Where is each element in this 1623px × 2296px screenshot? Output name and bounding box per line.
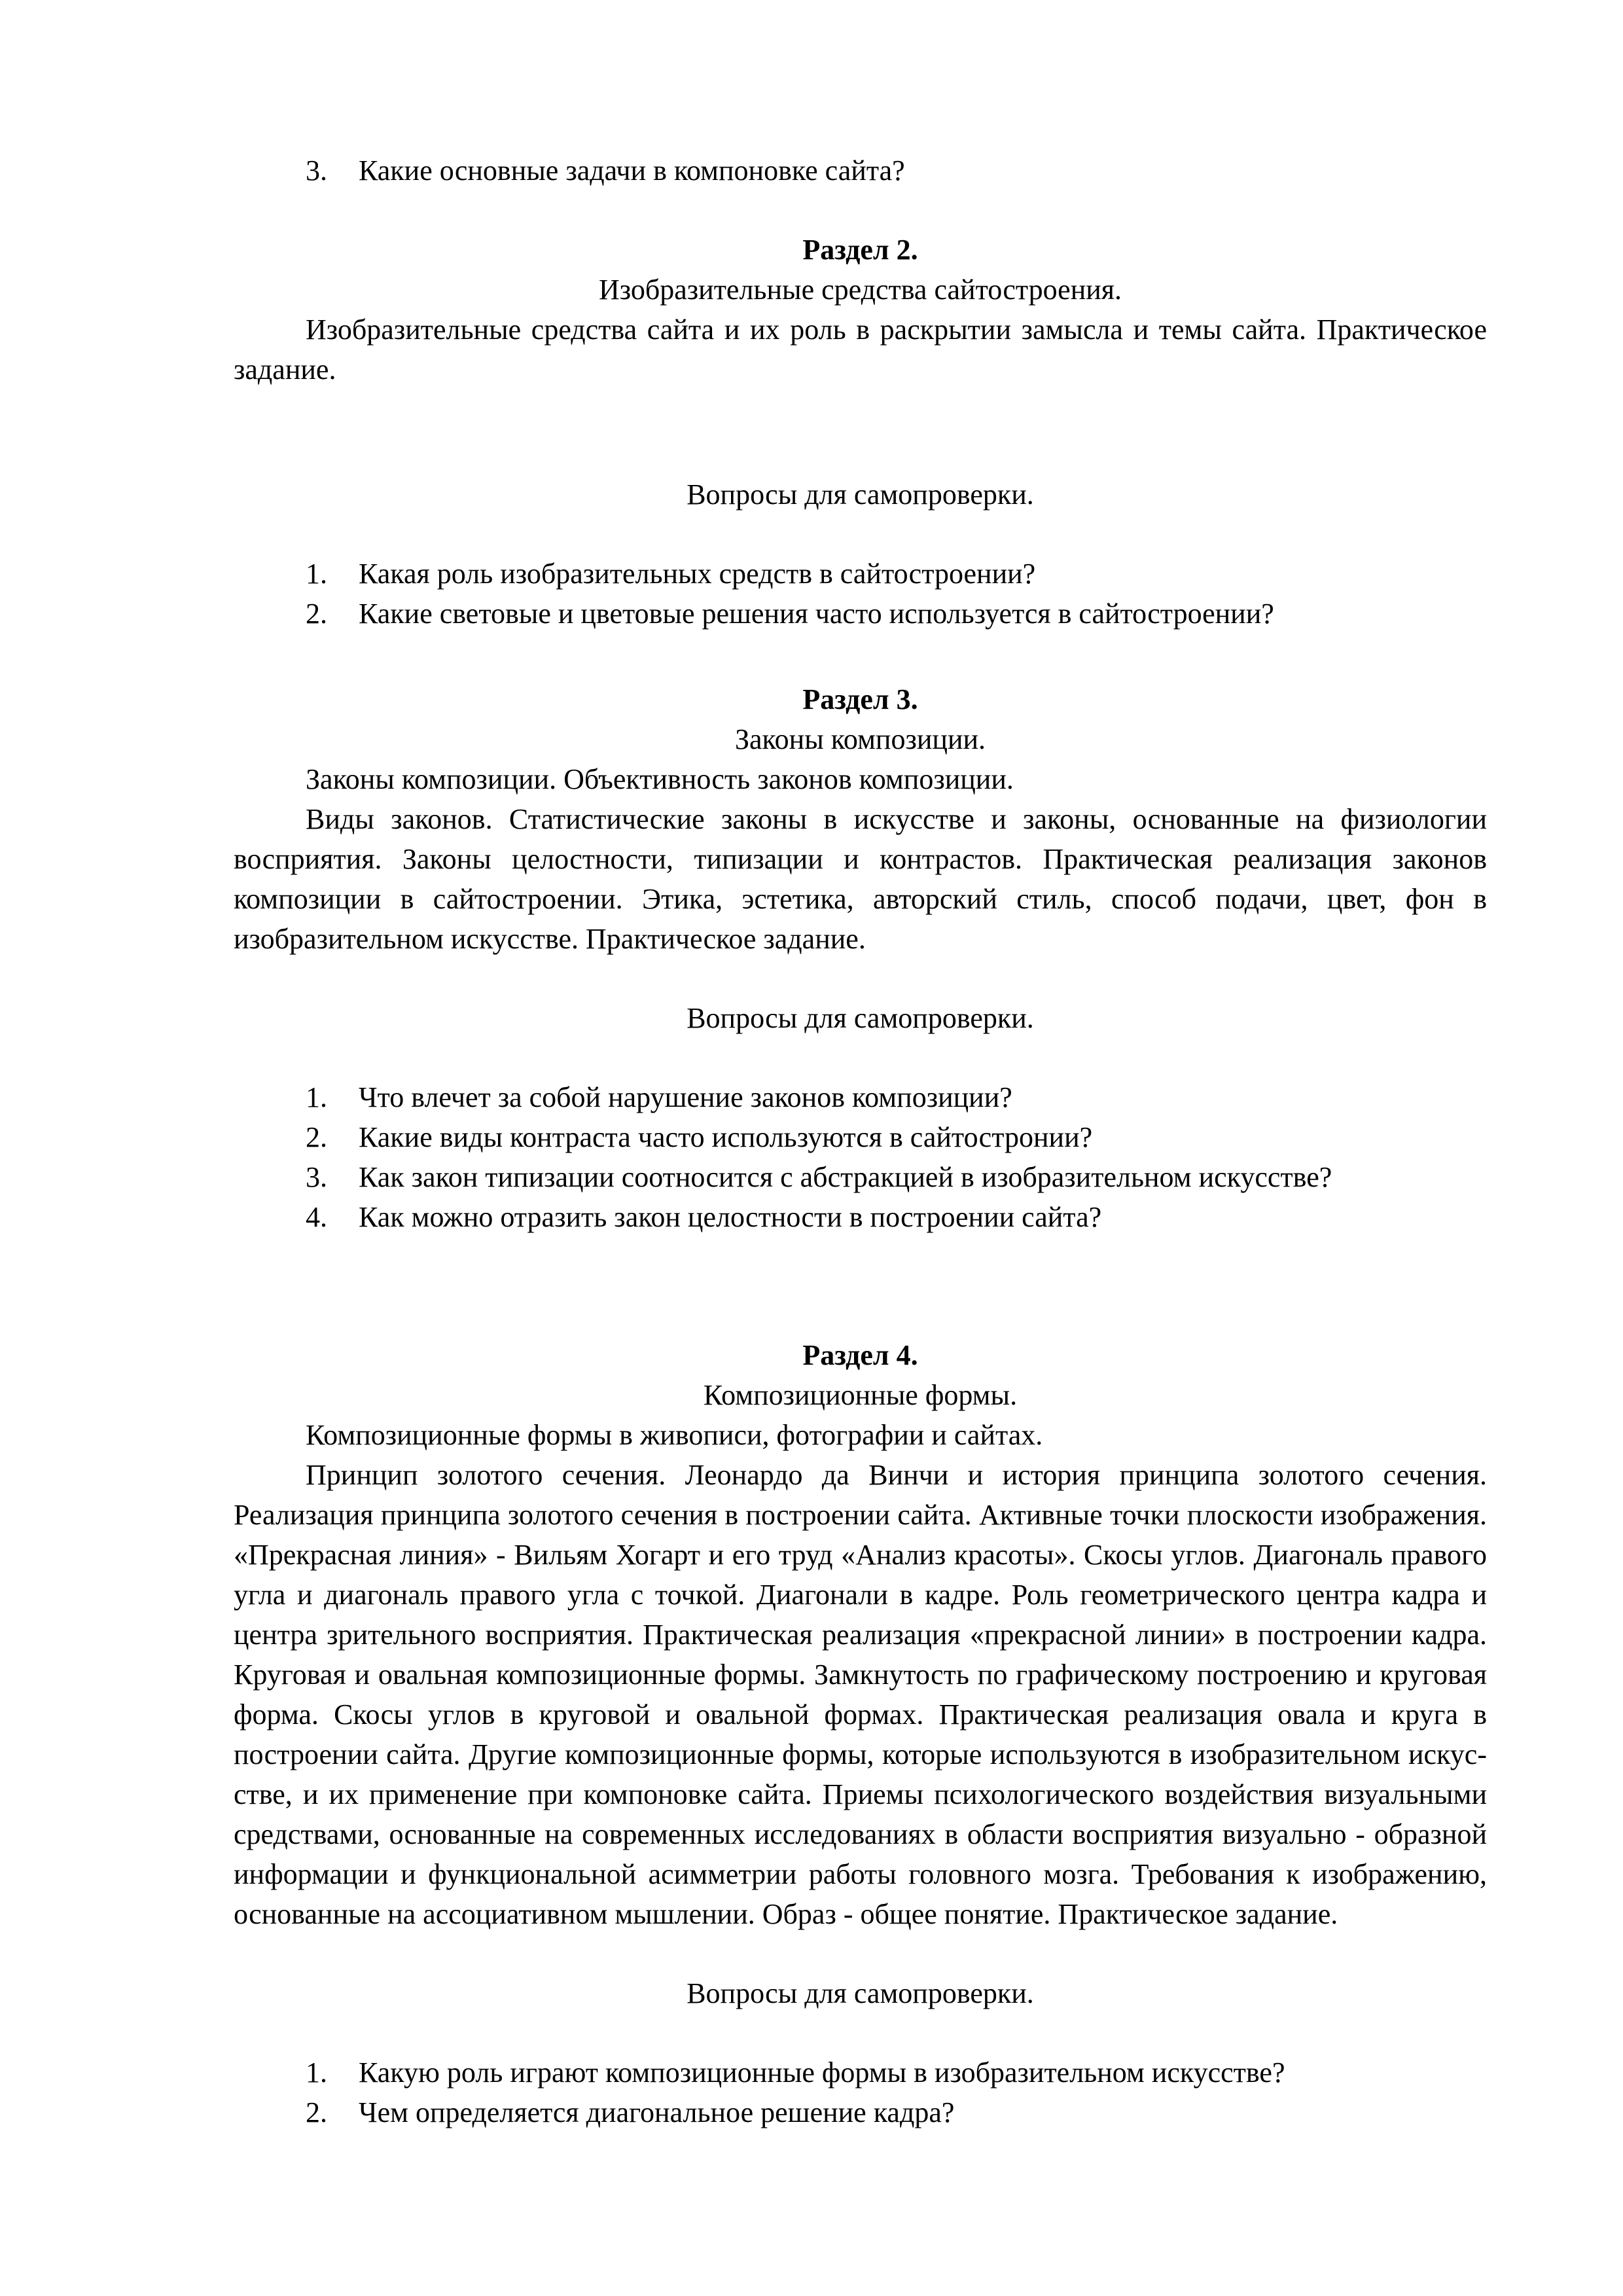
list-item <box>234 1077 1487 1117</box>
question-text: Как можно отразить закон целостности в построении сайта? <box>359 1201 1102 1233</box>
question-number: 1. <box>306 558 327 590</box>
list-item <box>234 151 1487 190</box>
question-number: 1. <box>306 2056 327 2089</box>
questions-heading: Вопросы для самопроверки. <box>687 1977 1034 2009</box>
section-paragraph: Композиционные формы в живописи, фотографии и сайтах. <box>306 1419 1043 1451</box>
questions-heading: Вопросы для самопроверки. <box>687 478 1034 511</box>
list-item <box>234 554 1487 594</box>
list-item <box>234 1197 1487 1237</box>
question-number: 4. <box>306 1201 327 1233</box>
list-item <box>234 594 1487 634</box>
section-3 <box>234 679 1487 1237</box>
section-title: Раздел 2. <box>802 234 918 266</box>
question-text: Какая роль изобразительных средств в сайтостроении? <box>359 558 1036 590</box>
question-number: 2. <box>306 2096 327 2128</box>
section-title: Раздел 3. <box>802 683 918 715</box>
list-item <box>234 1117 1487 1157</box>
question-text: Какие основные задачи в компоновке сайта? <box>359 154 905 187</box>
list-item <box>234 1157 1487 1197</box>
question-text: Чем определяется диагональное решение кадра? <box>359 2096 955 2128</box>
section-paragraph: Законы композиции. Объективность законов композиции. <box>306 763 1014 795</box>
section-subtitle: Законы композиции. <box>734 723 986 755</box>
list-item <box>234 2053 1487 2092</box>
section-paragraph: Изобразительные средства сайта и их роль в раскрытии замысла и темы сайта. Практическое задание. <box>234 314 1487 386</box>
question-number: 2. <box>306 598 327 630</box>
list-item <box>234 2092 1487 2132</box>
question-text: Как закон типизации соотносится с абстракцией в изобразительном искусстве? <box>359 1161 1332 1193</box>
question-text: Какую роль играют композиционные формы в изобразительном искусстве? <box>359 2056 1285 2089</box>
question-text: Что влечет за собой нарушение законов композиции? <box>359 1081 1012 1113</box>
section-2 <box>234 230 1487 634</box>
question-number: 3. <box>306 154 327 187</box>
question-text: Какие виды контраста часто используются в сайтостронии? <box>359 1121 1093 1153</box>
document-page <box>234 151 1487 2132</box>
section-title: Раздел 4. <box>802 1339 918 1371</box>
questions-heading: Вопросы для самопроверки. <box>687 1002 1034 1034</box>
question-number: 3. <box>306 1161 327 1193</box>
question-number: 2. <box>306 1121 327 1153</box>
section-4 <box>234 1335 1487 2132</box>
section-subtitle: Изобразительные средства сайтостроения. <box>598 274 1122 306</box>
question-number: 1. <box>306 1081 327 1113</box>
section-subtitle: Композиционные формы. <box>703 1379 1018 1411</box>
section-paragraph: Принцип золотого сечения. Леонардо да Винчи и история принципа золотого сечения. Реализация принципа золотого сечения в построении сайта. Активные точки плоскости изображения. «Прекрасная линия» - Вильям Хогарт и его труд «Анализ красоты». Скосы углов. Диагональ правого угла и диагональ правого угла с точкой. Диагонали в кадре. Роль геометрического центра кадра и центра зрительного восприятия. Практическая реализация «прекрасной линии» в построении кадра. Круговая и овальная композиционные формы. Замкнутость по графическому построению и круговая форма. Скосы углов в круговой и овальной формах. Практическая реализация овала и круга в построении сайта. Другие композиционные формы, которые используются в изобразительном искусстве, и их применение при компоновке сайта. Приемы психологического воздействия визуальными средствами, основанные на современных исследованиях в области восприятия визуально - образной информации и функциональной асимметрии работы головного мозга. Требования к изображению, основанные на ассоциативном мышлении. Образ - общее понятие. Практическое задание. <box>234 1459 1487 1930</box>
section-paragraph: Виды законов. Статистические законы в искусстве и законы, основанные на физиологии восприятия. Законы целостности, типизации и контрастов. Практическая реализация законов композиции в сайтостроении. Этика, эстетика, авторский стиль, способ подачи, цвет, фон в изобразительном искусстве. Практическое задание. <box>234 803 1487 955</box>
question-text: Какие световые и цветовые решения часто используется в сайтостроении? <box>359 598 1274 630</box>
